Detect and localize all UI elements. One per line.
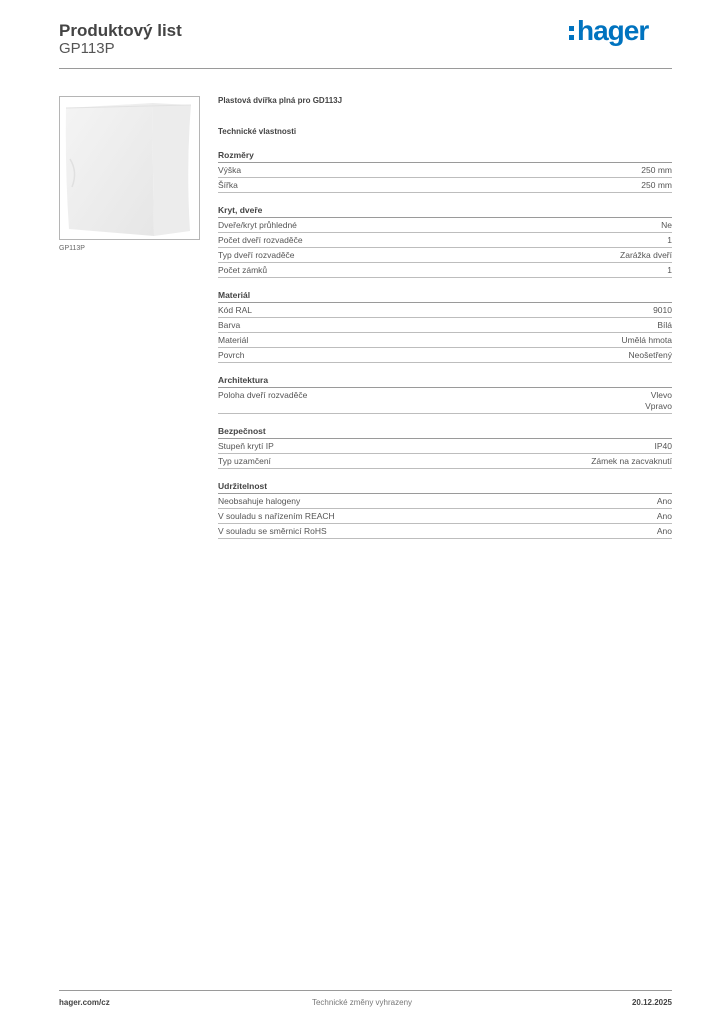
footer-divider [59,990,672,991]
spec-groups [218,150,672,539]
spec-label: Poloha dveří rozvaděče [218,389,308,400]
spec-value-text: Vpravo [645,400,672,411]
spec-value-text: 9010 [653,304,672,315]
spec-label: Výška [218,164,242,175]
spec-label: Šířka [218,179,238,190]
spec-value-text: Zarážka dveří [620,249,672,260]
spec-group [218,150,672,193]
spec-label: Typ uzamčení [218,455,271,466]
spec-group-title: Rozměry [218,150,672,163]
spec-value [641,165,672,176]
spec-label: Materiál [218,334,249,345]
spec-label: V souladu se směrnicí RoHS [218,525,327,536]
specification-content [218,96,672,551]
spec-row [218,439,672,454]
spec-row [218,318,672,333]
hager-logo [569,16,648,46]
spec-value-text: Ano [656,495,672,506]
product-image [59,96,200,240]
spec-value [661,220,672,231]
spec-value-text: Bílá [657,319,672,330]
spec-row [218,524,672,539]
spec-value [657,496,672,507]
spec-value-text: 1 [667,234,672,245]
spec-value [657,320,672,331]
spec-value [667,235,672,246]
panel-door-illustration [60,97,199,239]
spec-label: Počet dveří rozvaděče [218,234,303,245]
product-code: GP113P [59,40,115,57]
spec-value-text: 1 [667,264,672,275]
spec-row [218,163,672,178]
spec-group [218,290,672,363]
spec-row [218,348,672,363]
spec-row [218,233,672,248]
footer-date: 20.12.2025 [631,998,672,1007]
spec-label: Stupeň krytí IP [218,440,274,451]
spec-group-title: Kryt, dveře [218,205,672,218]
spec-value-text: Ne [661,219,672,230]
spec-value [641,180,672,191]
header-divider [59,68,672,69]
footer-notice: Technické změny vyhrazeny [311,998,413,1007]
spec-value [653,305,672,316]
spec-value-text: Ano [656,510,672,521]
product-name: Plastová dvířka plná pro GD113J [218,96,343,105]
footer-website[interactable]: hager.com/cz [59,998,110,1007]
spec-label: V souladu s nařízením REACH [218,510,335,521]
spec-value [657,526,672,537]
spec-label: Typ dveří rozvaděče [218,249,295,260]
spec-row [218,494,672,509]
spec-value-text: Umělá hmota [621,334,672,345]
spec-label: Neobsahuje halogeny [218,495,301,506]
spec-group-title: Bezpečnost [218,426,672,439]
spec-value-text: Ano [656,525,672,536]
spec-row [218,388,672,414]
spec-group-title: Udržitelnost [218,481,672,494]
spec-row [218,333,672,348]
spec-value [667,265,672,276]
spec-label: Kód RAL [218,304,253,315]
image-caption: GP113P [59,245,85,252]
spec-label: Barva [218,319,241,330]
spec-row [218,178,672,193]
spec-value-text: 250 mm [641,164,672,175]
spec-row [218,218,672,233]
spec-value [629,350,672,361]
spec-label: Dveře/kryt průhledné [218,219,297,230]
spec-value [620,250,672,261]
spec-value [591,456,672,467]
spec-group [218,375,672,414]
spec-label: Počet zámků [218,264,268,275]
spec-row [218,454,672,469]
spec-value [621,335,672,346]
page-title: Produktový list [59,21,182,40]
spec-group [218,481,672,539]
spec-value-text: 250 mm [641,179,672,190]
spec-row [218,263,672,278]
spec-value [657,511,672,522]
section-heading: Technické vlastnosti [218,127,297,136]
spec-group [218,205,672,278]
logo-colon-icon [569,26,574,40]
spec-label: Povrch [218,349,245,360]
spec-value-text: Zámek na zacvaknutí [591,455,672,466]
spec-group-title: Architektura [218,375,672,388]
spec-value-text: IP40 [654,440,672,451]
spec-row [218,509,672,524]
spec-value-text: Vlevo [650,389,672,400]
spec-value [655,441,673,452]
spec-group [218,426,672,469]
logo-wordmark: hager [577,15,649,46]
spec-group-title: Materiál [218,290,672,303]
spec-row [218,248,672,263]
spec-row [218,303,672,318]
spec-value-text: Neošetřený [628,349,672,360]
spec-value [645,390,672,412]
